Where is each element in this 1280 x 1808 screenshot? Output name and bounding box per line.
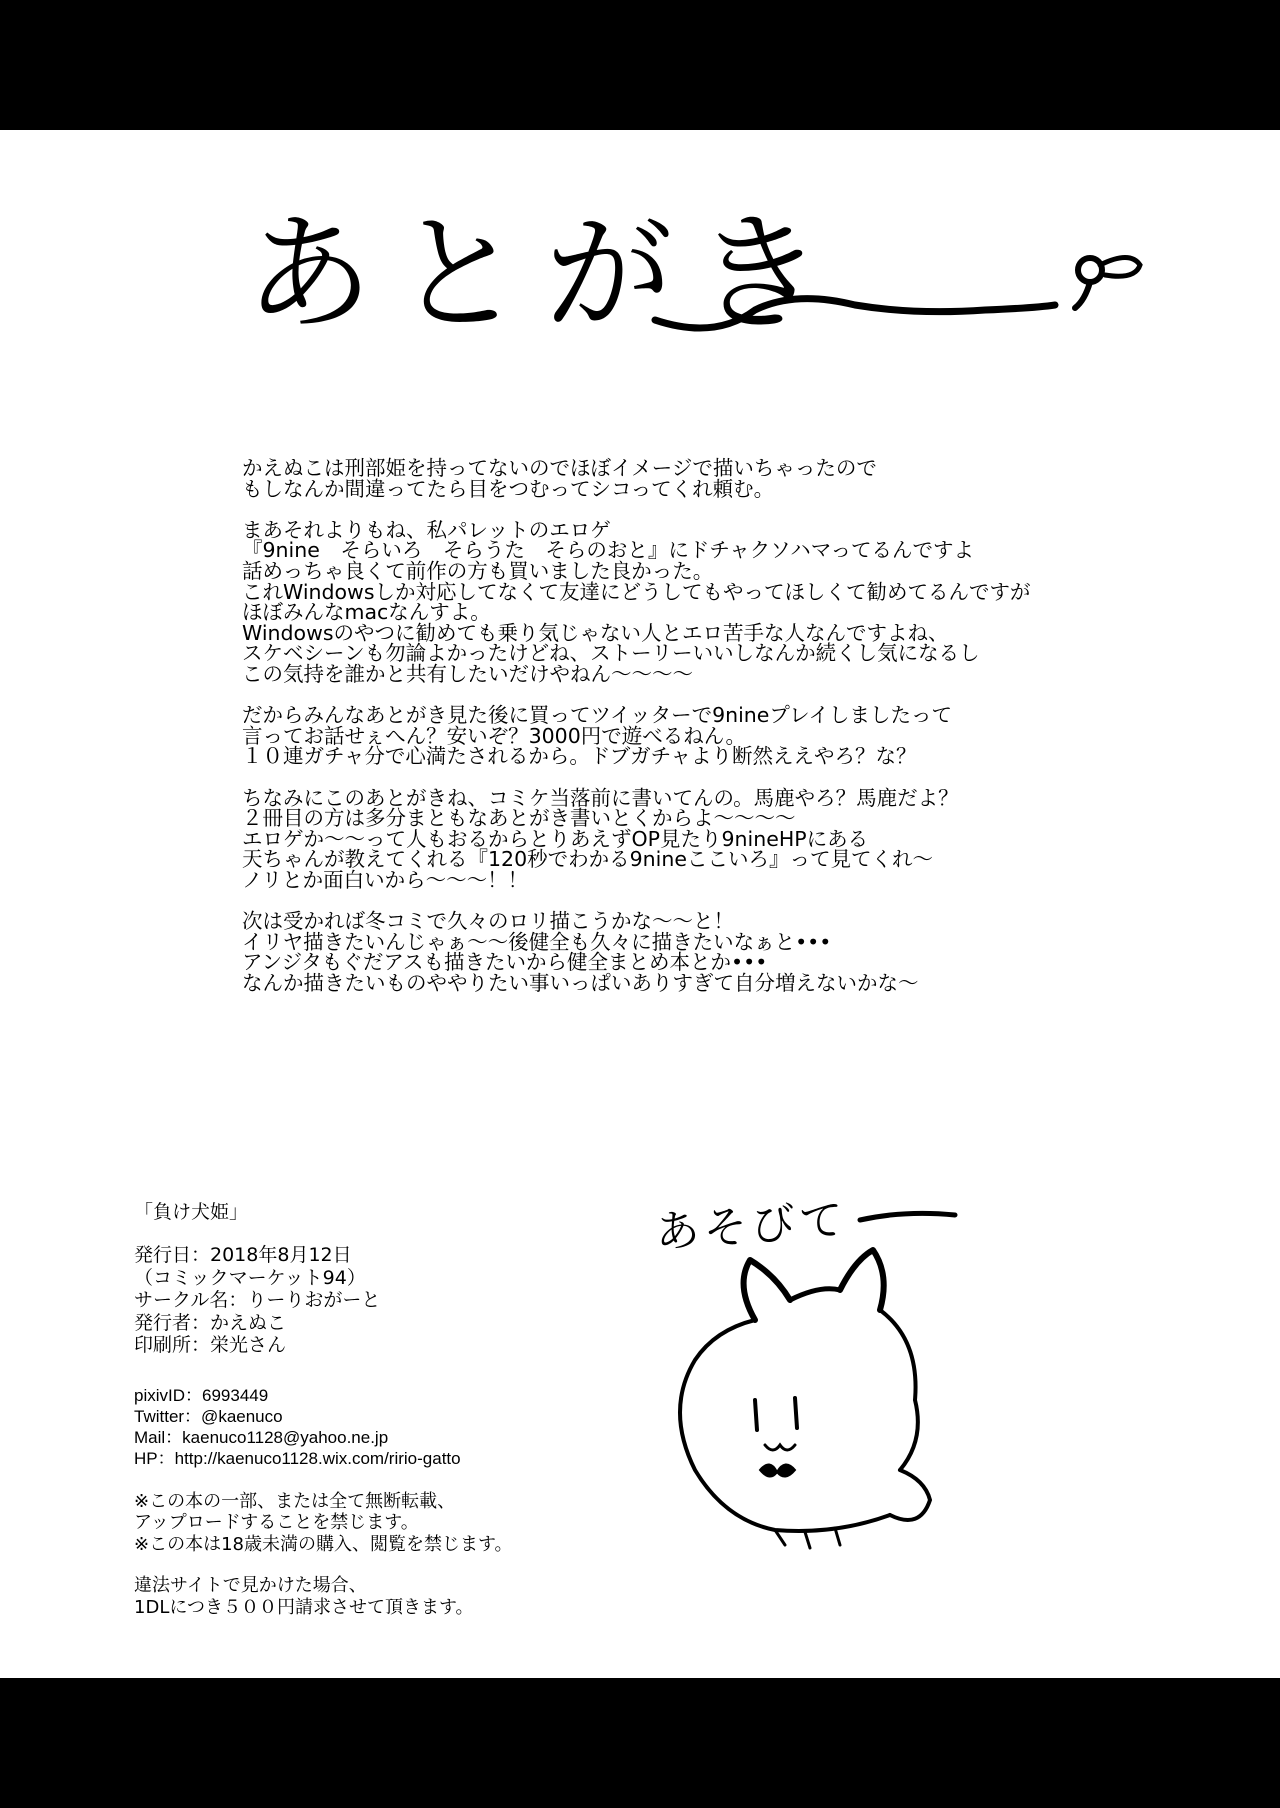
paragraph [242, 705, 1102, 767]
cat-doodle-icon [655, 1190, 1115, 1610]
text-line: 言ってお話せぇへん？安いぞ？3000円で遊べるねん。 [242, 723, 746, 748]
notice-line: アップロードすることを禁じます。 [134, 1512, 419, 1533]
printer-name: 印刷所：栄光さん [134, 1334, 287, 1356]
text-line: もしなんか間違ってたら目をつむってシコってくれ頼む。 [242, 476, 775, 501]
copyright-notice [134, 1491, 594, 1556]
mail-address: Mail：kaenuco1128@yahoo.ne.jp [134, 1427, 389, 1447]
colophon [134, 1200, 594, 1618]
page-title: あとがき [245, 200, 846, 349]
publish-date: 発行日：2018年8月12日 [134, 1244, 352, 1266]
event-name: （コミックマーケット94） [134, 1266, 366, 1289]
paragraph [242, 911, 1102, 993]
text-line: かえぬこは刑部姫を持ってないのでほぼイメージで描いちゃったので [242, 456, 877, 480]
paragraph [242, 517, 1102, 686]
text-line: ほぼみんなmacなんすよ。 [242, 600, 491, 625]
text-line: １０連ガチャ分で心満たされるから。ドブガチャより断然ええやろ？な？ [242, 744, 917, 769]
paragraph [242, 458, 1102, 499]
text-line: ノリとか面白いから～～～！！ [242, 867, 529, 892]
text-line: ちなみにこのあとがきね、コミケ当落前に書いてんの。馬鹿やろ？馬鹿だよ？ [242, 785, 959, 810]
text-line: ２冊目の方は多分まともなあとがき書いとくからよ～～～～ [242, 806, 796, 831]
publisher-name: 発行者：かえぬこ [134, 1311, 287, 1334]
notice-line: ※この本の一部、または全て無断転載、 [134, 1490, 456, 1512]
publication-info [134, 1244, 594, 1357]
text-line: スケベシーンも勿論よかったけどね、ストーリーいいしなんか続くし気になるし [242, 641, 980, 666]
text-line: これWindowsしか対応してなくて友達にどうしてもやってほしくて勧めてるんですが [242, 579, 1031, 604]
homepage-url: HP：http://kaenuco1128.wix.com/ririo-gatto [134, 1448, 461, 1468]
letterbox-top [0, 0, 1280, 130]
doodle-caption: あそびて [653, 1194, 849, 1259]
text-line: なんか描きたいものややりたい事いっぱいありすぎて自分増えないかな～ [242, 970, 919, 995]
warning-line: 違法サイトで見かけた場合、 [134, 1575, 367, 1596]
warning-line: 1DLにつき５００円請求させて頂きます。 [134, 1596, 474, 1618]
twitter-handle: Twitter：@kaenuco [134, 1406, 283, 1426]
book-title: 「負け犬姫」 [134, 1201, 249, 1223]
piracy-warning [134, 1575, 594, 1618]
text-line: 話めっちゃ良くて前作の方も買いました良かった。 [242, 558, 714, 583]
text-line: 次は受かれば冬コミで久々のロリ描こうかな～～と！ [242, 909, 734, 934]
afterword-body [242, 458, 1102, 1014]
text-line: まあそれよりもね、私パレットのエロゲ [242, 517, 611, 542]
text-line: だからみんなあとがき見た後に買ってツイッターで9nineプレイしましたって [242, 703, 953, 728]
text-line: 天ちゃんが教えてくれる『120秒でわかる9nineここいろ』って見てくれ～ [242, 847, 933, 872]
letterbox-bottom [0, 1678, 1280, 1808]
paragraph [242, 785, 1102, 892]
text-line: 『9nine そらいろ そらうた そらのおと』にドチャクソハマってるんですよ [242, 538, 974, 563]
circle-name: サークル名：りーりおがーと [134, 1289, 381, 1311]
contact-info [134, 1385, 594, 1469]
text-line: Windowsのやつに勧めても乗り気じゃない人とエロ苦手な人なんですよね、 [242, 620, 949, 645]
text-line: この気持を誰かと共有したいだけやねん～～～～ [242, 661, 693, 686]
pixiv-id: pixivID：6993449 [134, 1385, 269, 1405]
notice-line: ※この本は18歳未満の購入、閲覧を禁じます。 [134, 1533, 513, 1555]
text-line: アンジタもぐだアスも描きたいから健全まとめ本とか••• [242, 950, 768, 975]
text-line: エロゲか～～って人もおるからとりあえずOP見たり9nineHPにある [242, 826, 869, 851]
afterword-page [0, 130, 1280, 1678]
text-line: イリヤ描きたいんじゃぁ～～後健全も久々に描きたいなぁと••• [242, 929, 832, 954]
cat-doodle [655, 1190, 1115, 1610]
afterword-heading [155, 190, 1145, 360]
